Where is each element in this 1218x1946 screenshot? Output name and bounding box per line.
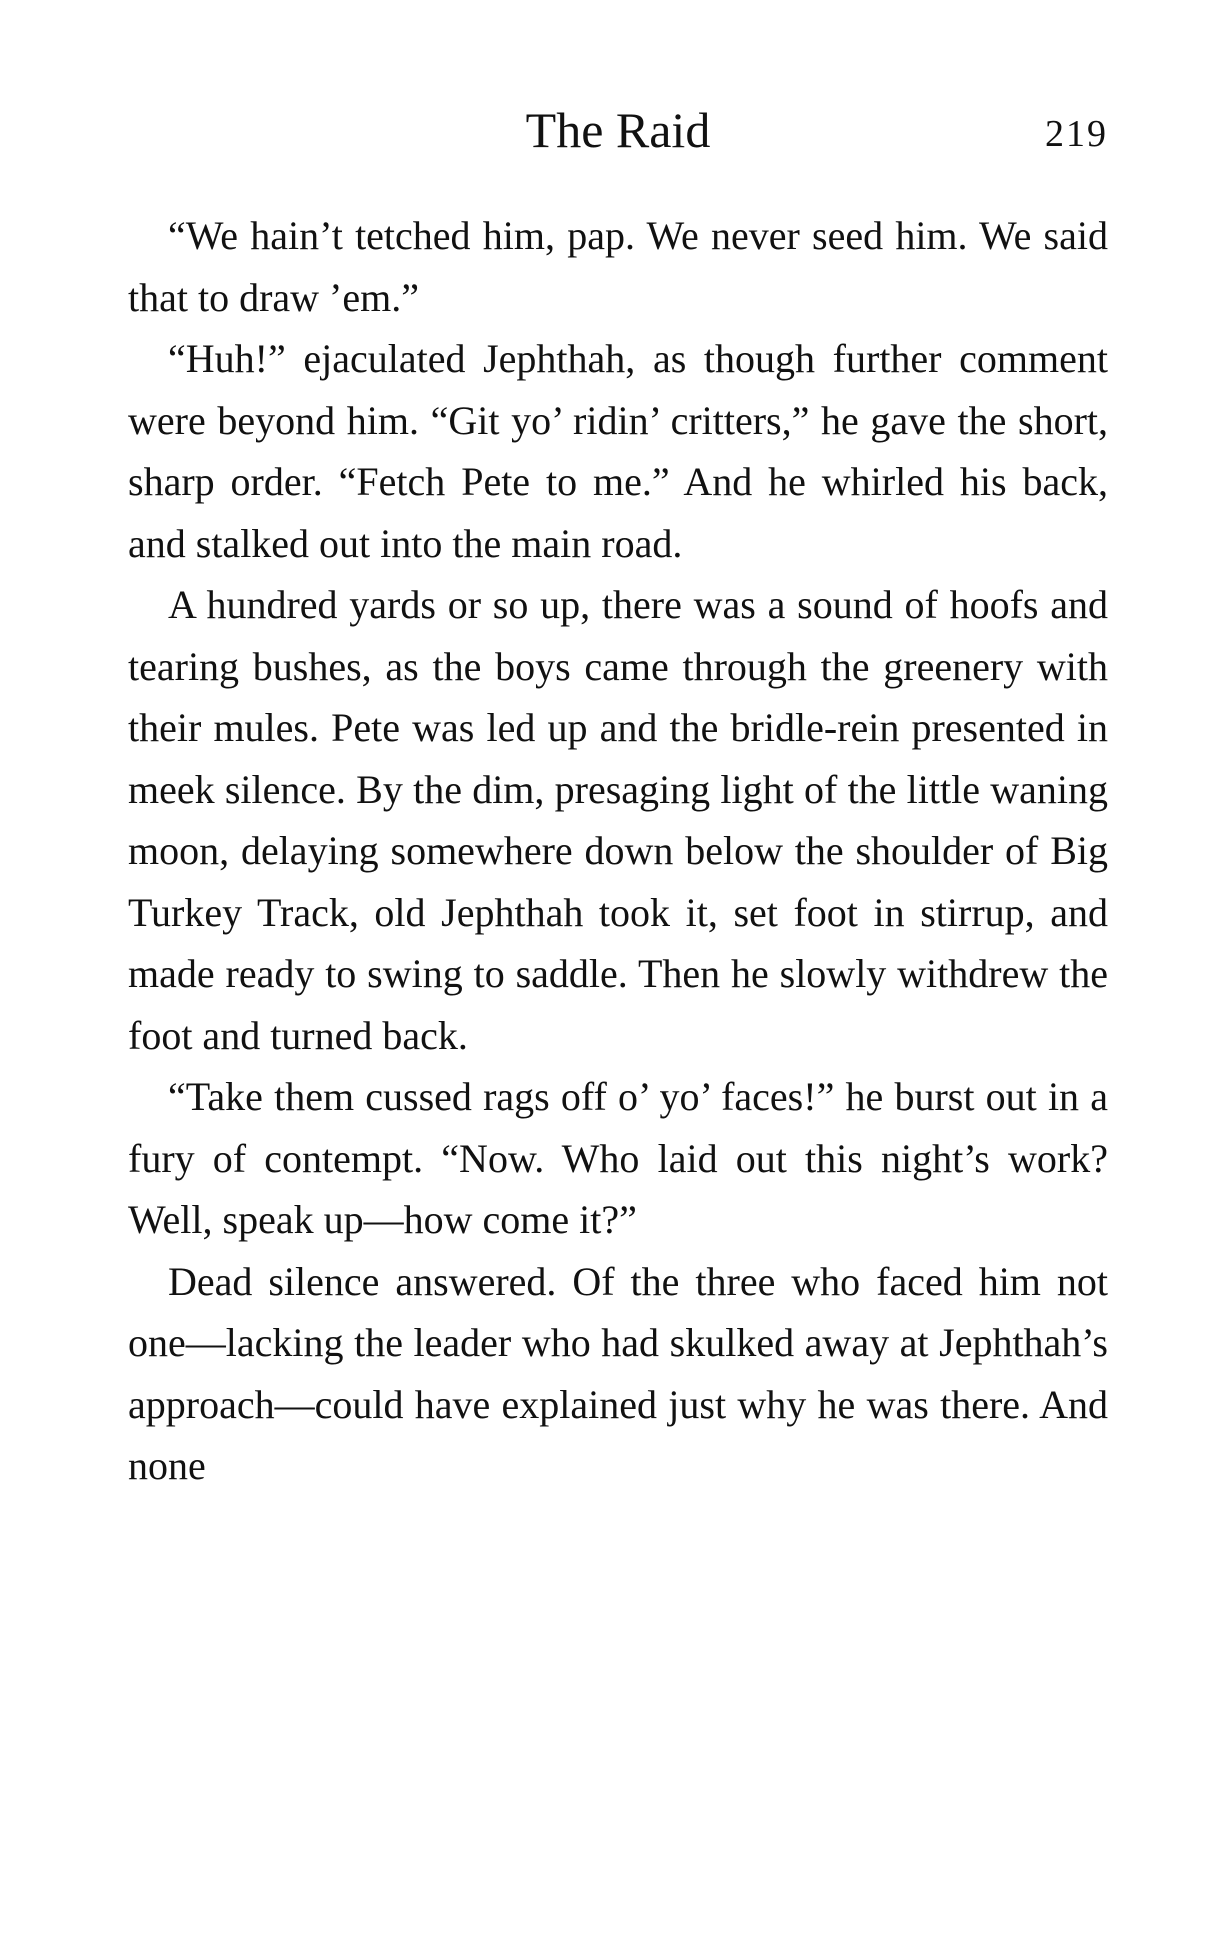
running-title: The Raid <box>525 102 711 158</box>
paragraph: “Take them cussed rags off o’ yo’ faces!” he burst out in a fury of contempt. “Now. Who laid out this night’s work? Well, speak up—how come it?” <box>128 1074 1108 1242</box>
running-head <box>128 98 1108 162</box>
paragraph: A hundred yards or so up, there was a sound of hoofs and tearing bushes, as the boys came through the greenery with their mules. Pete was led up and the bridle-rein presented in meek silence. By the dim, presaging light of the little waning moon, delaying somewhere down below the shoulder of Big Turkey Track, old Jephthah took it, set foot in stirrup, and made ready to swing to saddle. Then he slowly withdrew the foot and turned back. <box>128 582 1108 1058</box>
paragraph: Dead silence answered. Of the three who faced him not one—lacking the leader who had skulked away at Jephthah’s approach—could have explained just why he was there. And none <box>128 1258 1108 1488</box>
body-text <box>128 205 1108 1497</box>
paragraph: “We hain’t tetched him, pap. We never seed him. We said that to draw ’em.” <box>128 213 1108 320</box>
page-number: 219 <box>1045 113 1108 155</box>
paragraph: “Huh!” ejaculated Jephthah, as though further comment were beyond him. “Git yo’ ridin’ critters,” he gave the short, sharp order. “Fetch Pete to me.” And he whirled his back, and stalked out into the main road. <box>128 336 1108 566</box>
